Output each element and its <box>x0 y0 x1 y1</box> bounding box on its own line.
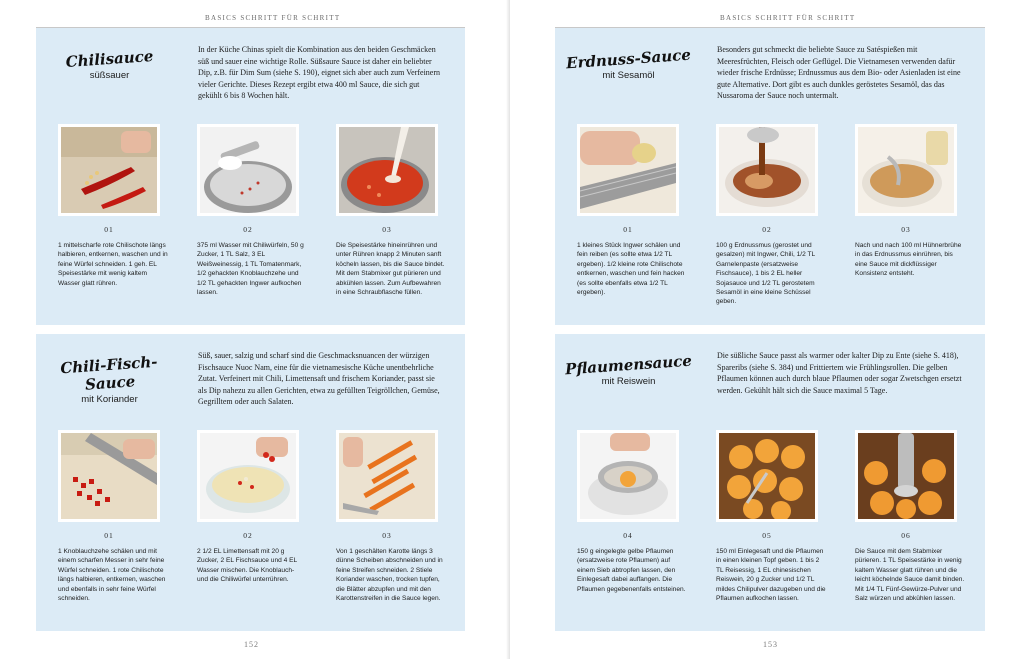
recipe-panel-chilisauce <box>36 28 465 325</box>
page-number: 152 <box>244 640 259 649</box>
step-card <box>197 124 307 297</box>
recipe-title-block <box>561 351 696 388</box>
recipe-intro: Besonders gut schmeckt die beliebte Sauce zu Satéspießen mit Meeresfrüchten, Fleisch oder Geflügel. Die Vietnamesen verwenden dafür wieder frische Erdnüsse; Erdnussmus aus dem Bio- oder Asienladen ist eine gute Alternative. Dort gibt es auch dunkles geröstetes Sesamöl, das das Nussaroma der Sauce noch untermalt. <box>717 45 961 101</box>
recipe-panel-erdnuss-sauce <box>555 28 985 325</box>
recipe-title: Pflaumensauce <box>564 351 693 379</box>
step-card <box>197 430 307 585</box>
step-photo-pot-sugar <box>197 124 299 216</box>
step-photo-chili-cutting <box>58 124 160 216</box>
step-photo-glass-bowl <box>197 430 299 522</box>
step-number: 02 <box>243 531 253 540</box>
step-number: 01 <box>104 531 114 540</box>
step-number: 05 <box>762 531 772 540</box>
page-number: 153 <box>763 640 778 649</box>
step-text: 1 Knoblauchzehe schälen und mit einem scharfen Messer in sehr feine Würfel schneiden. 1 rote Chilischote längs halbieren, entkernen, waschen und ebenfalls in sehr feine Würfel schneiden. <box>58 548 166 603</box>
step-card <box>855 430 965 603</box>
step-photo-ginger-grater <box>577 124 679 216</box>
step-number: 04 <box>623 531 633 540</box>
step-photo-blender-puree <box>855 430 957 522</box>
step-text: 1 mittelscharfe rote Chilischote längs halbieren, entkernen, waschen und in feine Würfel schneiden. 1 geh. EL Speisestärke mit wenig kaltem Wasser glatt rühren. <box>58 242 168 287</box>
recipe-intro: Die süßliche Sauce passt als warmer oder kalter Dip zu Ente (siehe S. 418), Spareribs (siehe S. 384) und Frittiertem wie Frühlingsrollen. Die gelben Pflaumen können auch durch blaue Pflaumen oder sogar Zwetschgen ersetzt werden. Gekühlt hält sich die Sauce maximal 5 Tage. <box>717 351 962 395</box>
recipe-title: Chilisauce <box>65 46 154 72</box>
step-card <box>716 124 826 307</box>
step-number: 02 <box>243 225 253 234</box>
step-number: 06 <box>901 531 911 540</box>
step-number: 01 <box>623 225 633 234</box>
step-card <box>716 430 826 603</box>
step-card <box>58 124 168 288</box>
recipe-title: Chili-Fisch-Sauce <box>59 352 158 394</box>
step-photo-bowl-sesame-oil <box>716 124 818 216</box>
step-number: 03 <box>382 225 392 234</box>
recipe-intro: Süß, sauer, salzig und scharf sind die Geschmacksnuancen der würzigen Fischsauce Nuoc Nam, eine für die vietnamesische Küche unentbehrliche Zutat. Verfeinert mit Chili, Limettensaft und frischem Koriander, passt sie als Dip nahezu zu allen Gerichten, etwa zu gefüllten Teigröllchen, Gemüse, Gegrilltem oder auch Salaten. <box>198 351 440 407</box>
step-number: 03 <box>901 225 911 234</box>
step-card <box>336 124 446 297</box>
recipe-subtitle: süßsauer <box>89 70 130 81</box>
step-photo-plum-sieve <box>577 430 679 522</box>
step-card <box>577 124 687 297</box>
recipe-title-block <box>561 45 696 82</box>
recipe-subtitle: mit Reiswein <box>601 376 656 387</box>
running-head: BASICS SCHRITT FÜR SCHRITT <box>720 14 856 22</box>
step-card <box>855 124 965 279</box>
right-page <box>510 0 1020 659</box>
recipe-title-block <box>42 352 177 406</box>
step-text: Nach und nach 100 ml Hühnerbrühe in das Erdnussmus einrühren, bis eine Sauce mit dickflüssiger Konsistenz entsteht. <box>855 242 962 278</box>
step-text: 150 ml Einlegesaft und die Pflaumen in einen kleinen Topf geben. 1 bis 2 TL Reisessig, 1 EL chinesischen Reiswein, 20 g Zucker und 1/2 TL mildes Chilipulver dazugeben und die Pflaumen aufkochen lassen. <box>716 548 826 603</box>
recipe-panel-chili-fisch-sauce <box>36 334 465 631</box>
step-photo-carrot-strips <box>336 430 438 522</box>
step-card <box>577 430 687 594</box>
step-text: Von 1 geschälten Karotte längs 3 dünne Scheiben abschneiden und in feine Streifen schneiden. 2 Stiele Koriander waschen, trocken tupfen, die Blätter abzupfen und mit den Karottenstreifen in die Sauce legen. <box>336 548 443 603</box>
recipe-intro: In der Küche Chinas spielt die Kombination aus den beiden Geschmäcken süß und sauer eine wichtige Rolle. Süßsaure Sauce ist daher ein beliebter Dip, z.B. für Dim Sum (siehe S. 190), eignet sich aber auch zum Verfeinern vieler Gerichte. Dieses Rezept ergibt etwa 400 ml Sauce, die sich gut gekühlt 6 bis 8 Wochen hält. <box>198 45 441 101</box>
step-text: Die Speisestärke hineinrühren und unter Rühren knapp 2 Minuten sanft köcheln lassen, bis die Sauce bindet. Mit dem Stabmixer gut pürieren und abkühlen lassen. Zum Aufbewahren in eine Schraubflasche füllen. <box>336 242 445 297</box>
recipe-subtitle: mit Sesamöl <box>602 70 655 81</box>
step-text: 100 g Erdnussmus (gerostet und gesalzen) mit Ingwer, Chili, 1/2 TL Garnelenpaste (ersatzweise Fischsauce), 1 bis 2 EL heller Sojasauce und 1/2 TL gerostetem Sesamöl in eine kleine Schüssel geben. <box>716 242 815 306</box>
recipe-title-block <box>42 46 177 82</box>
step-text: 375 ml Wasser mit Chiliwürfeln, 50 g Zucker, 1 TL Salz, 3 EL Weißweinessig, 1 TL Tomatenmark, 1/2 gehackten Knoblauchzehe und 1/2 TL gehackten Ingwer aufkochen lassen. <box>197 242 304 297</box>
step-text: Die Sauce mit dem Stabmixer pürieren. 1 TL Speisestärke in wenig kaltem Wasser glatt rühren und die leicht köchelnde Sauce damit binden. Mit 1/4 TL Fünf-Gewürze-Pulver und Salz würzen und abkühlen lassen. <box>855 548 965 603</box>
step-photo-peanut-stir <box>855 124 957 216</box>
step-card <box>336 430 446 603</box>
recipe-subtitle: mit Koriander <box>81 394 138 405</box>
step-number: 01 <box>104 225 114 234</box>
step-text: 2 1/2 EL Limettensaft mit 20 g Zucker, 2 EL Fischsauce und 4 EL Wasser mischen. Die Knoblauch- und die Chiliwürfel unterrühren. <box>197 548 297 584</box>
step-number: 02 <box>762 225 772 234</box>
step-number: 03 <box>382 531 392 540</box>
step-text: 1 kleines Stück Ingwer schälen und fein reiben (es sollte etwa 1/2 TL ergeben). 1/2 kleine rote Chilischote entkernen, waschen und fein hacken (es sollte ebenfalls etwa 1/2 TL ergeben). <box>577 242 685 297</box>
step-text: 150 g eingelegte gelbe Pflaumen (ersatzweise rote Pflaumen) auf einem Sieb abtropfen lassen, den Einlegesaft dabei auffangen. Die Pflaumen gegebenenfalls entsteinen. <box>577 548 686 593</box>
step-photo-sauce-pouring <box>336 124 438 216</box>
step-photo-garlic-chili-dice <box>58 430 160 522</box>
recipe-title: Erdnuss-Sauce <box>565 45 692 73</box>
step-photo-plums-pot <box>716 430 818 522</box>
recipe-panel-pflaumensauce <box>555 334 985 631</box>
running-head: BASICS SCHRITT FÜR SCHRITT <box>205 14 341 22</box>
step-card <box>58 430 168 603</box>
